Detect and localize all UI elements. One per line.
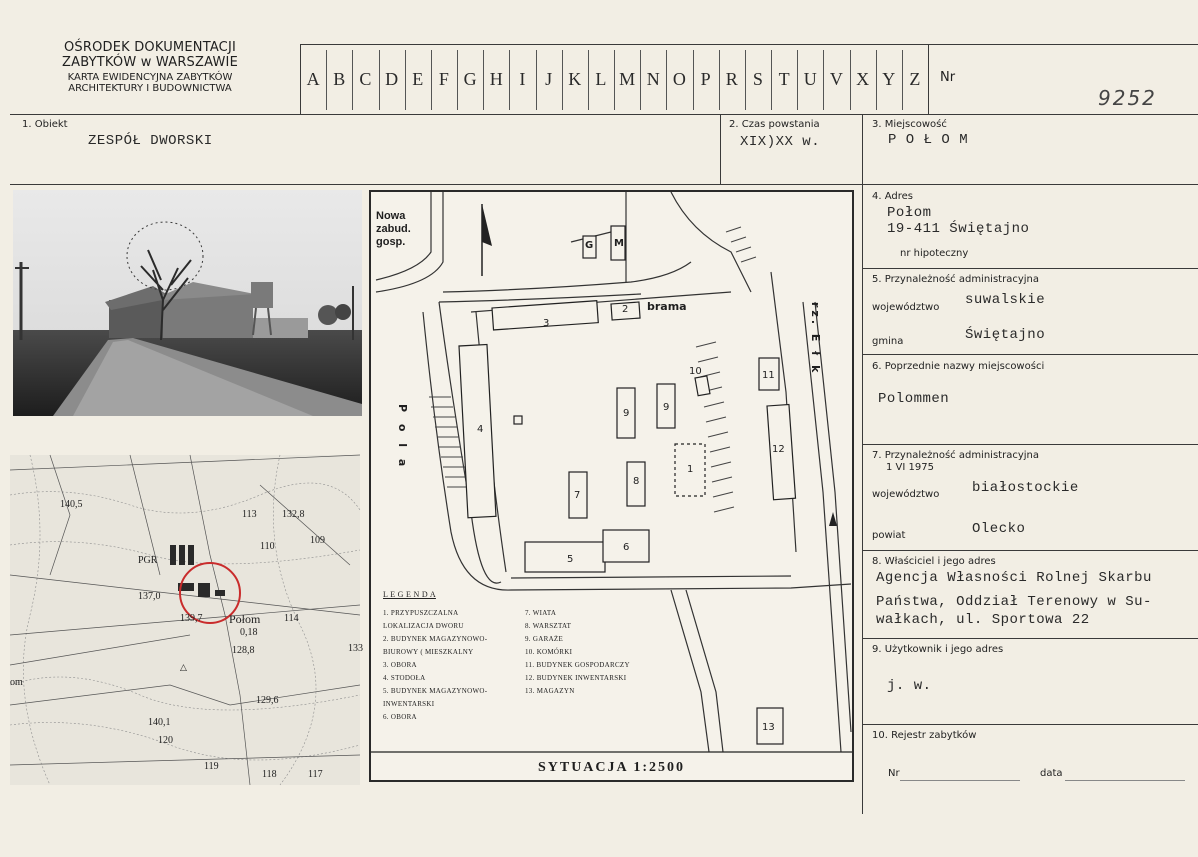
bldg-label-g: G [585, 240, 594, 251]
index-letter-t: T [778, 68, 790, 89]
index-letter-o: O [672, 68, 686, 89]
rejestr-label: 10. Rejestr zabytków [872, 730, 977, 741]
bldg-label-9a: 9 [623, 408, 630, 419]
brama-label: brama [647, 300, 687, 313]
legend-item: 2. BUDYNEK MAGAZYNOWO- [383, 635, 488, 643]
wlasciciel-line-1: Agencja Własności Rolnej Skarbu [876, 570, 1152, 586]
legend-item: 10. KOMÓRKI [525, 648, 573, 656]
gmina-value: Świętajno [965, 327, 1046, 343]
index-separator [640, 50, 641, 110]
index-separator [457, 50, 458, 110]
topo-label-1328: 132,8 [282, 509, 305, 520]
topo-label-polom: Połom [229, 612, 261, 626]
czas-value: XIX)XX w. [740, 134, 821, 150]
legend-title: L E G E N D A [383, 590, 436, 599]
przynal1975-label-1: 7. Przynależność administracyjna [872, 450, 1039, 461]
topo-triangle-marker: △ [180, 663, 187, 673]
index-letter-d: D [385, 68, 399, 89]
legend-right-column [525, 609, 630, 726]
legend-item: 12. BUDYNEK INWENTARSKI [525, 674, 627, 682]
index-separator [379, 50, 380, 110]
powiat-label: powiat [872, 530, 906, 541]
river-label: rz. E ł k [809, 302, 822, 376]
index-separator [876, 50, 877, 110]
legend-item: 4. STODOŁA [383, 674, 426, 682]
index-letter-h: H [489, 68, 503, 89]
rejestr-data-label: data [1040, 768, 1063, 779]
index-separator [405, 50, 406, 110]
topo-label-119: 119 [204, 761, 219, 772]
topo-label-114: 114 [284, 613, 299, 624]
topo-label-018: 0,18 [240, 627, 258, 638]
legend-item: 7. WIATA [525, 609, 557, 617]
north-arrow-icon [482, 204, 492, 276]
nr-label: Nr [940, 70, 956, 85]
uzytkownik-value: j. w. [887, 678, 932, 694]
woj1975-label: województwo [872, 489, 940, 500]
index-separator [562, 50, 563, 110]
plan-legend [383, 590, 683, 726]
org-name [40, 40, 260, 94]
poprzednie-label: 6. Poprzednie nazwy miejscowości [872, 361, 1045, 372]
bldg-label-9b: 9 [663, 402, 670, 413]
legend-item: 6. OBORA [383, 713, 417, 721]
nowa-zabud-line-2: zabud. [376, 223, 411, 235]
powiat-value: Olecko [972, 521, 1026, 537]
index-separator [719, 50, 720, 110]
legend-item: 8. WARSZTAT [525, 622, 572, 630]
index-separator [431, 50, 432, 110]
index-letter-x: X [856, 68, 870, 89]
obiekt-value: ZESPÓŁ DWORSKI [88, 133, 213, 149]
building-10 [695, 376, 710, 396]
index-letter-s: S [752, 68, 763, 89]
topo-label-om: om [10, 677, 23, 688]
bldg-label-10: 10 [689, 366, 702, 377]
miejscowosc-label: 3. Miejscowość [872, 119, 947, 130]
org-line-2: ZABYTKÓW w WARSZAWIE [62, 55, 238, 70]
index-separator [797, 50, 798, 110]
bldg-label-13: 13 [762, 722, 775, 733]
card-line-1: KARTA EWIDENCYJNA ZABYTKÓW [67, 72, 233, 83]
bldg-label-5: 5 [567, 554, 574, 565]
legend-item: BIUROWY ( MIESZKALNY [383, 648, 474, 656]
woj1975-value: białostockie [972, 480, 1079, 496]
bldg-label-4: 4 [477, 424, 484, 435]
adres-label: 4. Adres [872, 191, 913, 202]
bldg-label-3: 3 [543, 318, 550, 329]
index-separator [614, 50, 615, 110]
woj-value: suwalskie [965, 292, 1046, 308]
legend-item: LOKALIZACJA DWORU [383, 622, 464, 630]
gmina-label: gmina [872, 336, 904, 347]
topo-label-110: 110 [260, 541, 275, 552]
index-separator [850, 50, 851, 110]
nr-value: 9252 [1098, 86, 1157, 110]
bldg-label-2: 2 [622, 304, 629, 315]
topo-label-1397: 139,7 [180, 613, 203, 624]
legend-item: 3. OBORA [383, 661, 417, 669]
card-line-2: ARCHITEKTURY I BUDOWNICTWA [68, 83, 232, 94]
miejscowosc-value: P O Ł O M [888, 132, 969, 148]
bldg-label-m: M [614, 238, 624, 249]
index-separator [693, 50, 694, 110]
index-separator [509, 50, 510, 110]
index-letter-g: G [463, 68, 477, 89]
woj-label: województwo [872, 302, 940, 313]
legend-item: 11. BUDYNEK GOSPODARCZY [525, 661, 630, 669]
pola-label: P o l a [396, 404, 409, 471]
building-small-square [514, 416, 522, 424]
index-letter-p: P [700, 68, 711, 89]
index-letter-a: A [306, 68, 320, 89]
building-5 [525, 542, 605, 572]
topo-label-pgr: PGR [138, 555, 158, 566]
index-letter-u: U [803, 68, 817, 89]
topo-label-109: 109 [310, 535, 325, 546]
river-flow-arrow-icon [829, 512, 837, 526]
bldg-label-1: 1 [687, 464, 694, 475]
topo-label-118: 118 [262, 769, 277, 780]
czas-label: 2. Czas powstania [729, 119, 820, 130]
nowa-zabud-label [376, 210, 411, 249]
index-separator [588, 50, 589, 110]
index-separator [771, 50, 772, 110]
site-plan [369, 190, 854, 782]
site-photo [13, 190, 362, 416]
index-letter-l: L [595, 68, 607, 89]
index-letter-v: V [829, 68, 843, 89]
wlasciciel-line-3: wałkach, ul. Sportowa 22 [876, 612, 1090, 628]
topo-label-113: 113 [242, 509, 257, 520]
index-separator [666, 50, 667, 110]
nowa-zabud-line-1: Nowa [376, 210, 406, 222]
wlasciciel-label: 8. Właściciel i jego adres [872, 556, 996, 567]
bldg-label-7: 7 [574, 490, 581, 501]
topographic-map [10, 455, 363, 785]
rejestr-nr-label: Nr [888, 768, 900, 779]
topo-label-1296: 129,6 [256, 695, 279, 706]
index-letter-k: K [568, 68, 582, 89]
index-letter-z: Z [909, 68, 921, 89]
przynal-label: 5. Przynależność administracyjna [872, 274, 1039, 285]
bldg-label-8: 8 [633, 476, 640, 487]
index-separator [536, 50, 537, 110]
index-separator [352, 50, 353, 110]
topo-label-133: 133 [348, 643, 363, 654]
bldg-label-6: 6 [623, 542, 630, 553]
topo-label-1405: 140,5 [60, 499, 83, 510]
topo-label-117: 117 [308, 769, 323, 780]
index-separator [483, 50, 484, 110]
legend-item: 13. MAGAZYN [525, 687, 575, 695]
hipoteczny-label: nr hipoteczny [900, 248, 969, 259]
legend-item: 9. GARAŻE [525, 635, 564, 643]
index-separator [902, 50, 903, 110]
legend-item: 5. BUDYNEK MAGAZYNOWO- [383, 687, 488, 695]
index-letter-b: B [333, 68, 346, 89]
topo-label-1401: 140,1 [148, 717, 171, 728]
index-letter-e: E [412, 68, 424, 89]
index-letter-i: I [519, 68, 526, 89]
legend-left-column [383, 609, 505, 726]
index-letter-m: M [619, 68, 636, 89]
index-letter-y: Y [882, 68, 896, 89]
index-separator [326, 50, 327, 110]
nowa-zabud-line-3: gosp. [376, 236, 406, 248]
topo-label-120: 120 [158, 735, 173, 746]
index-letter-j: J [545, 68, 553, 89]
przynal1975-label-2: 1 VI 1975 [886, 462, 934, 473]
index-letter-r: R [725, 68, 738, 89]
index-letter-n: N [646, 68, 660, 89]
index-separator [745, 50, 746, 110]
wlasciciel-line-2: Państwa, Oddział Terenowy w Su- [876, 594, 1152, 610]
bldg-label-11: 11 [762, 370, 775, 381]
topo-label-1288: 128,8 [232, 645, 255, 656]
org-line-1: OŚRODEK DOKUMENTACJI [63, 40, 237, 55]
legend-item: 1. PRZYPUSZCZALNA [383, 609, 459, 617]
adres-line-1: Połom [887, 205, 932, 221]
legend-item: INWENTARSKI [383, 700, 435, 708]
plan-title: SYTUACJA 1:2500 [537, 760, 686, 775]
index-letter-c: C [359, 68, 372, 89]
obiekt-label: 1. Obiekt [22, 119, 68, 130]
topo-label-1370: 137,0 [138, 591, 161, 602]
uzytkownik-label: 9. Użytkownik i jego adres [872, 644, 1004, 655]
index-separator [823, 50, 824, 110]
poprzednie-value: Polommen [878, 391, 950, 407]
bldg-label-12: 12 [772, 444, 785, 455]
adres-line-2: 19-411 Świętajno [887, 221, 1030, 237]
index-letter-f: F [438, 68, 449, 89]
